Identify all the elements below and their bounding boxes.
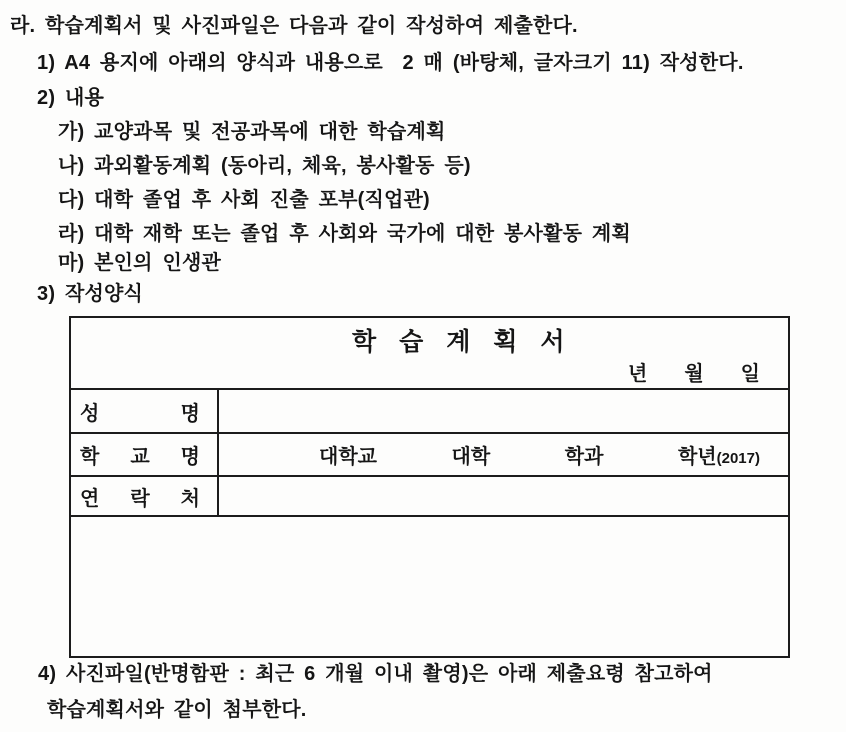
- form-header-cell: [71, 318, 788, 388]
- sub-item-da-line: 다) 대학 졸업 후 사회 진출 포부(직업관): [58, 189, 430, 211]
- contact-label-cell: [71, 477, 219, 515]
- name-label-char: 성: [80, 402, 100, 425]
- name-value-cell: [219, 390, 788, 432]
- date-line: [628, 357, 788, 386]
- name-label-char: 명: [180, 402, 200, 425]
- school-row: [71, 432, 788, 475]
- item-4-line-2: 학습계획서와 같이 첨부한다.: [47, 699, 307, 721]
- item-4-line-1: 4) 사진파일(반명함판 : 최근 6 개월 이내 촬영)은 아래 제출요령 참고하여: [38, 663, 713, 685]
- contact-row: [71, 475, 788, 515]
- school-label-char: 학: [80, 446, 100, 468]
- date-month-label: 월: [684, 363, 704, 385]
- name-row: [71, 388, 788, 432]
- sub-item-na-line: 나) 과외활동계획 (동아리, 체육, 봉사활동 등): [58, 155, 471, 177]
- university-suffix-label: 대학교: [319, 446, 377, 468]
- contact-label-char: 처: [180, 487, 200, 510]
- form-title: 학 습 계 획 서: [352, 328, 573, 356]
- item-3-line: 3) 작성양식: [37, 283, 144, 305]
- department-suffix-label: 학과: [564, 446, 604, 468]
- free-text-area-cell: [71, 515, 788, 656]
- school-label-char: 명: [180, 446, 200, 468]
- date-day-label: 일: [740, 363, 760, 385]
- study-plan-form-table: [69, 316, 790, 658]
- item-1-line: 1) A4 용지에 아래의 양식과 내용으로 2 매 (바탕체, 글자크기 11) 작성한다.: [37, 52, 744, 74]
- contact-value-cell: [219, 477, 788, 515]
- sub-item-ra-line: 라) 대학 재학 또는 졸업 후 사회와 국가에 대한 봉사활동 계획: [58, 223, 631, 245]
- school-label-char: 교: [130, 446, 150, 468]
- grade-suffix-label: 학년(2017): [677, 446, 760, 468]
- contact-label-char: 락: [130, 487, 150, 510]
- school-value-cell: [219, 434, 788, 475]
- date-year-label: 년: [628, 363, 648, 385]
- grade-year-note: (2017): [716, 450, 760, 467]
- intro-line: 라. 학습계획서 및 사진파일은 다음과 같이 작성하여 제출한다.: [10, 15, 578, 37]
- name-label-cell: [71, 390, 219, 432]
- sub-item-ga-line: 가) 교양과목 및 전공과목에 대한 학습계획: [58, 121, 446, 143]
- sub-item-ma-line: 마) 본인의 인생관: [58, 252, 222, 274]
- college-suffix-label: 대학: [451, 446, 491, 468]
- school-label-cell: [71, 434, 219, 475]
- contact-label-char: 연: [80, 487, 100, 510]
- item-2-line: 2) 내용: [37, 87, 104, 109]
